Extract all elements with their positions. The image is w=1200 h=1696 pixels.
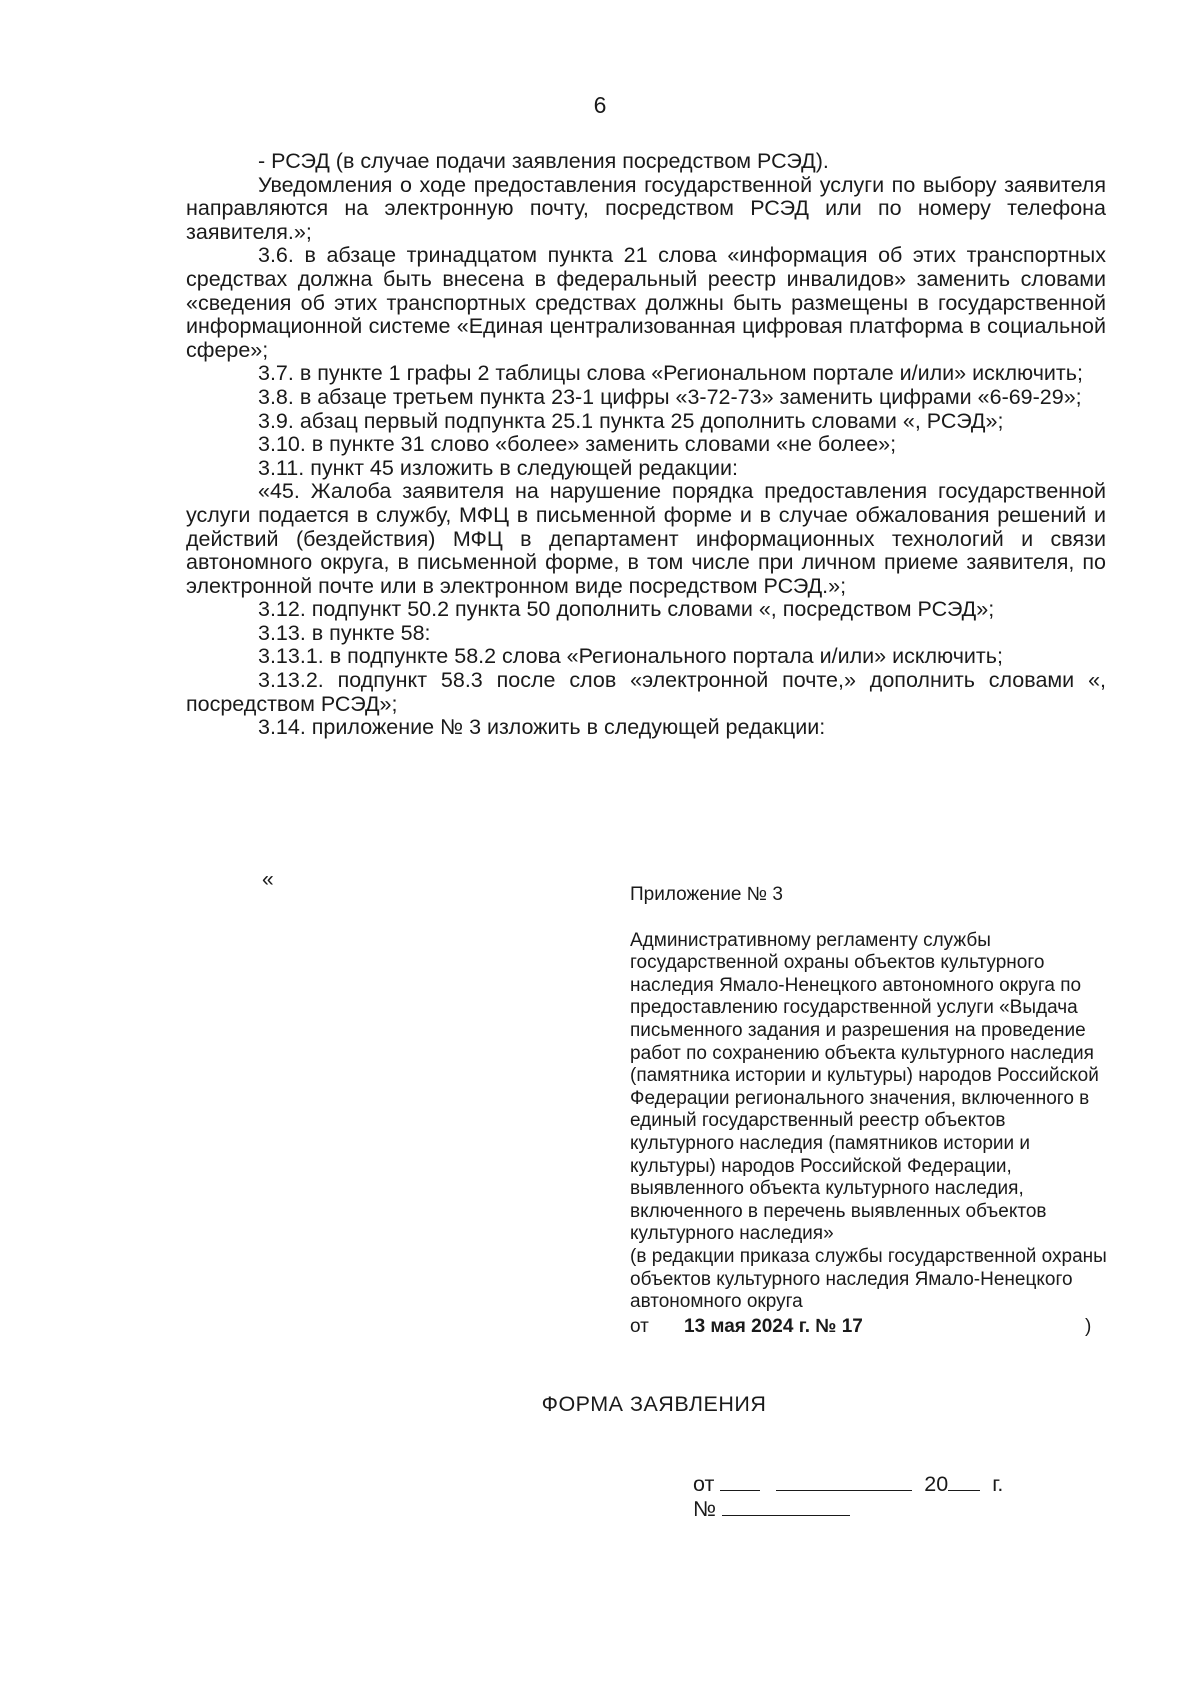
paragraph: - РСЭД (в случае подачи заявления посредством РСЭД).	[258, 149, 829, 173]
paragraph: 3.7. в пункте 1 графы 2 таблицы слова «Региональном портале и/или» исключить;	[258, 361, 1083, 386]
year-suffix: г.	[992, 1472, 1004, 1496]
appendix-header-block	[630, 884, 1110, 1342]
form-number-line	[693, 1497, 1003, 1522]
paragraph: «45. Жалоба заявителя на нарушение порядка предоставления государственной услуги подается в службу, МФЦ в письменной форме и в случае обжалования решений и действий (бездействия) МФЦ в департамент информационных технологий и связи автономного округа, в письменной форме, в том числе при личном приеме заявителя, по электронной почте или в электронном виде посредством РСЭД.»;	[186, 479, 1106, 598]
appendix-edition-note: (в редакции приказа службы государственной охраны объектов культурного наследия Ямало-Ненецкого автономного округа	[630, 1245, 1107, 1313]
number-blank	[722, 1497, 850, 1516]
appendix-description: Административному регламенту службы государственной охраны объектов культурного наследия Ямало-Ненецкого автономного округа по предоставлению государственной услуги «Выдача письменного задания и разрешения на проведение работ по сохранению объекта культурного наследия (памятника истории и культуры) народов Российской Федерации регионального значения, включенного в единый государственный реестр объектов культурного наследия (памятников истории и культуры) народов Российской Федерации, выявленного объекта культурного наследия, включенного в перечень выявленных объектов культурного наследия»	[630, 929, 1099, 1245]
paragraph: 3.14. приложение № 3 изложить в следующей редакции:	[258, 715, 826, 740]
form-number-prefix: №	[693, 1497, 717, 1521]
date-prefix: от	[630, 1315, 649, 1337]
day-blank	[720, 1472, 760, 1491]
appendix-date-line	[630, 1316, 1110, 1342]
paragraph: 3.9. абзац первый подпункта 25.1 пункта 25 дополнить словами «, РСЭД»;	[258, 408, 1004, 433]
paragraph: 3.6. в абзаце тринадцатом пункта 21 слова «информация об этих транспортных средствах должна быть внесена в федеральный реестр инвалидов» заменить словами «сведения об этих транспортных средствах должны быть размещены в государственной информационной системе «Единая централизованная цифровая платформа в социальной сфере»;	[186, 243, 1106, 362]
form-date-line	[693, 1472, 1003, 1497]
year-prefix: 20	[924, 1472, 949, 1496]
paragraph: 3.13.2. подпункт 58.3 после слов «электронной почте,» дополнить словами «, посредством РСЭД»;	[186, 668, 1106, 716]
paragraph: 3.12. подпункт 50.2 пункта 50 дополнить словами «, посредством РСЭД»;	[258, 597, 995, 622]
form-title: ФОРМА ЗАЯВЛЕНИЯ	[541, 1392, 767, 1416]
closing-paren: )	[1085, 1315, 1092, 1337]
paragraph: 3.8. в абзаце третьем пункта 23-1 цифры «3-72-73» заменить цифрами «6-69-29»;	[258, 384, 1082, 409]
year-blank	[948, 1472, 980, 1491]
paragraph: 3.13. в пункте 58:	[258, 620, 431, 645]
form-date-prefix: от	[693, 1472, 715, 1496]
page-number: 6	[593, 92, 607, 118]
paragraph: Уведомления о ходе предоставления государственной услуги по выбору заявителя направляются на электронную почту, посредством РСЭД или по номеру телефона заявителя.»;	[186, 172, 1106, 244]
appendix-title: Приложение № 3	[630, 884, 783, 905]
form-date-number-block	[693, 1472, 1003, 1522]
month-blank	[776, 1472, 912, 1491]
paragraph: 3.13.1. в подпункте 58.2 слова «Регионального портала и/или» исключить;	[258, 644, 1003, 669]
document-body	[186, 150, 1106, 740]
paragraph: 3.10. в пункте 31 слово «более» заменить словами «не более»;	[258, 432, 897, 457]
paragraph: 3.11. пункт 45 изложить в следующей редакции:	[258, 455, 739, 480]
order-date: 13 мая 2024 г. № 17	[684, 1315, 863, 1337]
opening-quote-mark: «	[262, 868, 274, 891]
